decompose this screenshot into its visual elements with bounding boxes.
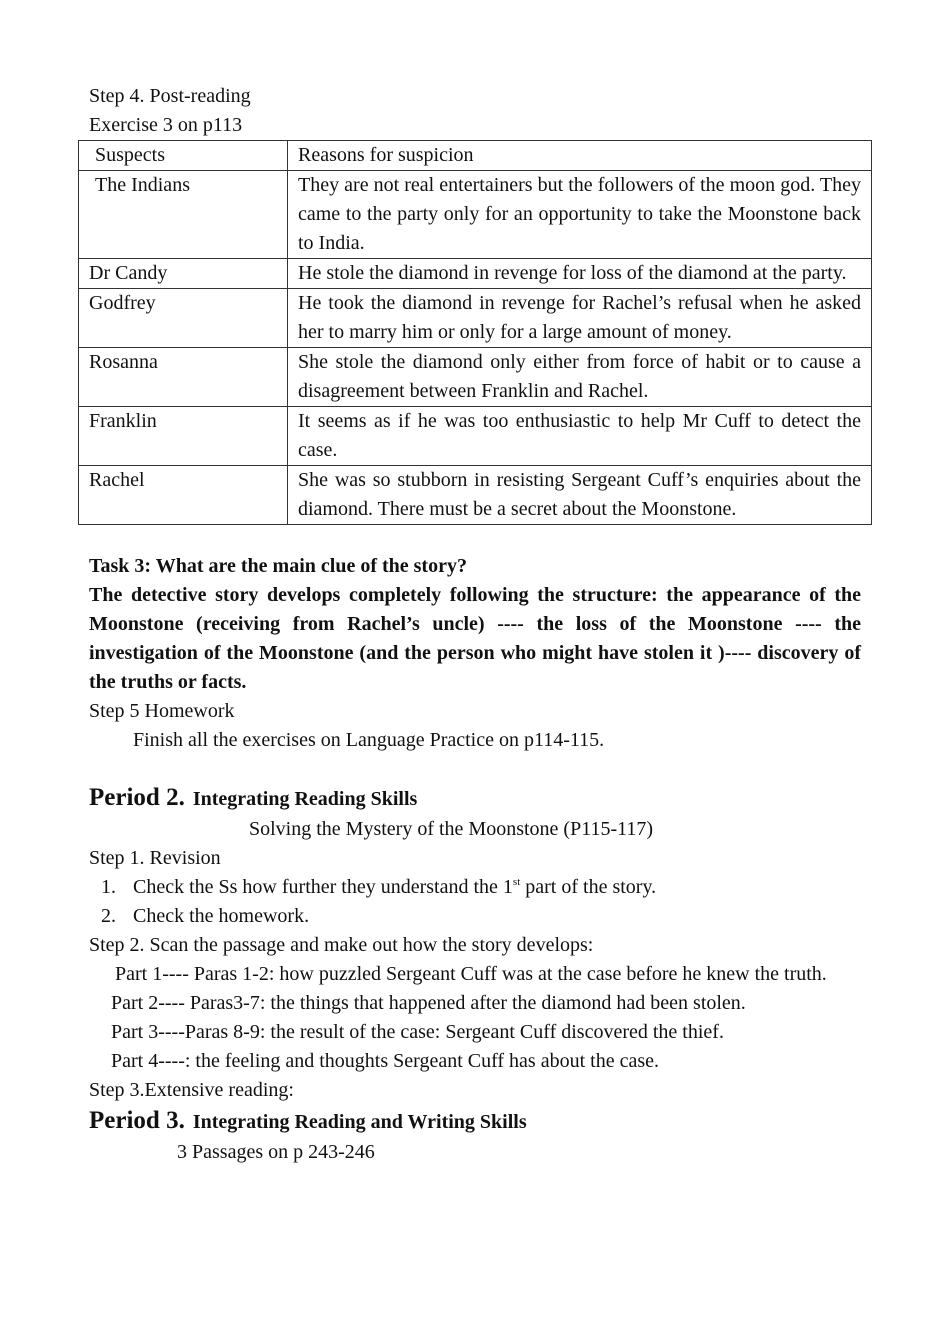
part-3: Part 3----Paras 8-9: the result of the case: Sergeant Cuff discovered the thief. bbox=[111, 1021, 724, 1043]
part-4: Part 4----: the feeling and thoughts Sergeant Cuff has about the case. bbox=[111, 1050, 659, 1072]
table-row bbox=[79, 259, 872, 289]
part-1: Part 1---- Paras 1-2: how puzzled Sergeant Cuff was at the case before he knew the truth. bbox=[115, 963, 827, 985]
spacer bbox=[89, 755, 861, 782]
suspect-cell: Rachel bbox=[79, 466, 288, 525]
document-page bbox=[89, 82, 861, 1167]
reason-cell: She stole the diamond only either from force of habit or to cause a disagreement between Franklin and Rachel. bbox=[288, 348, 872, 407]
suspect-cell: The Indians bbox=[79, 171, 288, 259]
step5-title: Step 5 Homework bbox=[89, 700, 235, 722]
header-suspects: Suspects bbox=[79, 141, 288, 171]
period2-subheading: Solving the Mystery of the Moonstone (P115-117) bbox=[249, 818, 654, 840]
period2-heading bbox=[89, 782, 861, 815]
table-row bbox=[79, 407, 872, 466]
table-row bbox=[79, 171, 872, 259]
period3-passages: 3 Passages on p 243-246 bbox=[177, 1141, 375, 1163]
table-row bbox=[79, 348, 872, 407]
reason-cell: He took the diamond in revenge for Rachel’s refusal when he asked her to marry him or only for a large amount of money. bbox=[288, 289, 872, 348]
period3-heading bbox=[89, 1105, 861, 1138]
list-item: 2. Check the homework. bbox=[101, 905, 310, 927]
step4-title: Step 4. Post-reading bbox=[89, 85, 251, 107]
task3-answer: The detective story develops completely following the structure: the appearance of the Moonstone (receiving from Rachel’s uncle) ---- the loss of the Moonstone ---- the investigation of the Moonstone (and the person who might have stolen it )---- discovery of the truths or facts. bbox=[89, 584, 861, 693]
revision-list bbox=[89, 873, 861, 931]
period3-subtitle: Integrating Reading and Writing Skills bbox=[192, 1111, 527, 1133]
step3-title: Step 3.Extensive reading: bbox=[89, 1079, 294, 1101]
header-reasons: Reasons for suspicion bbox=[288, 141, 872, 171]
homework-text: Finish all the exercises on Language Practice on p114-115. bbox=[133, 729, 605, 751]
task3-question: Task 3: What are the main clue of the story? bbox=[89, 555, 467, 577]
table-row bbox=[79, 289, 872, 348]
list-item: 1. Check the Ss how further they understand the 1st part of the story. bbox=[101, 876, 657, 898]
reason-cell: It seems as if he was too enthusiastic to help Mr Cuff to detect the case. bbox=[288, 407, 872, 466]
spacer bbox=[89, 525, 861, 552]
period3-title: Period 3. bbox=[89, 1107, 185, 1134]
exercise-label: Exercise 3 on p113 bbox=[89, 114, 243, 136]
reason-cell: They are not real entertainers but the followers of the moon god. They came to the party only for an opportunity to take the Moonstone back to India. bbox=[288, 171, 872, 259]
step1-title: Step 1. Revision bbox=[89, 847, 221, 869]
suspect-cell: Franklin bbox=[79, 407, 288, 466]
period2-subtitle: Integrating Reading Skills bbox=[192, 788, 418, 810]
reason-cell: He stole the diamond in revenge for loss of the diamond at the party. bbox=[288, 259, 872, 289]
reason-cell: She was so stubborn in resisting Sergeant Cuff’s enquiries about the diamond. There must be a secret about the Moonstone. bbox=[288, 466, 872, 525]
suspects-table bbox=[78, 140, 872, 525]
suspect-cell: Dr Candy bbox=[79, 259, 288, 289]
period2-title: Period 2. bbox=[89, 784, 185, 811]
suspect-cell: Rosanna bbox=[79, 348, 288, 407]
table-row bbox=[79, 466, 872, 525]
part-2: Part 2---- Paras3-7: the things that happened after the diamond had been stolen. bbox=[111, 992, 746, 1014]
table-header-row bbox=[79, 141, 872, 171]
step2-title: Step 2. Scan the passage and make out how the story develops: bbox=[89, 934, 594, 956]
suspect-cell: Godfrey bbox=[79, 289, 288, 348]
